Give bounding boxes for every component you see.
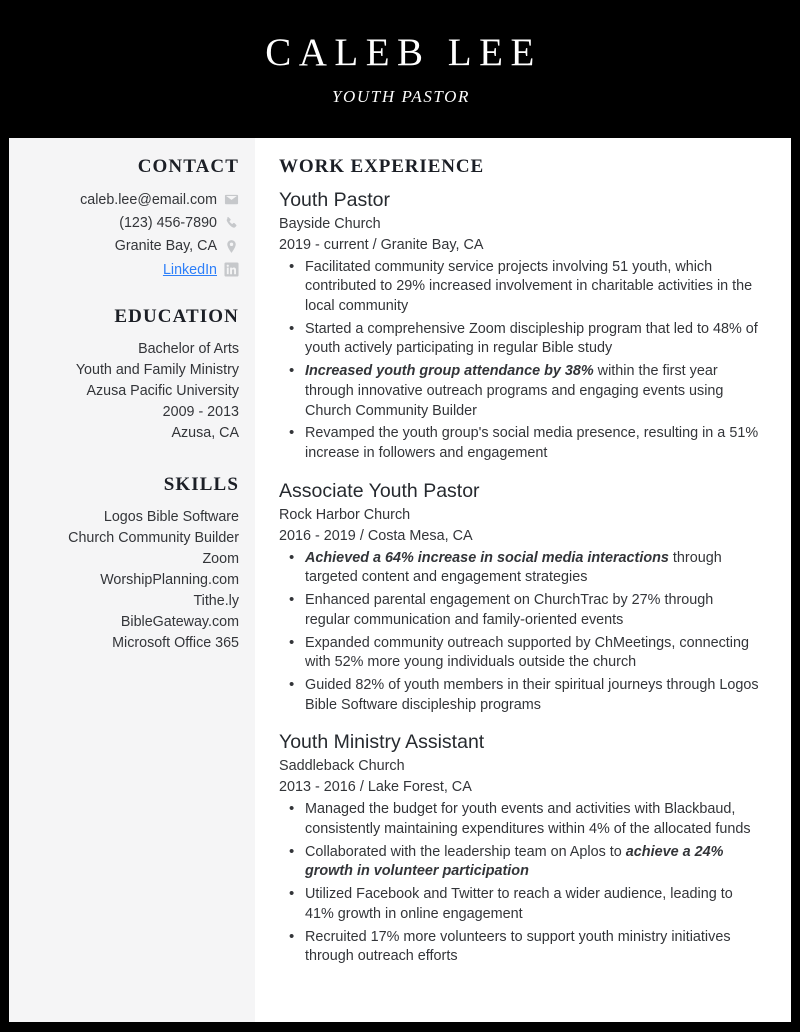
skills-list: [17, 507, 239, 654]
job-bullet-list: [279, 549, 761, 716]
contact-location-text: Granite Bay, CA: [114, 238, 217, 255]
job-company: Rock Harbor Church: [279, 506, 411, 523]
resume-header: [0, 0, 800, 138]
job-entry: [279, 188, 761, 464]
job-bullet: • Revamped the youth group's social media presence, resulting in a 51% increase in followers and engagement: [279, 424, 761, 463]
education-dates: 2009 - 2013: [162, 403, 239, 420]
job-entry: [279, 730, 761, 967]
section-heading-work-experience: WORK EXPERIENCE: [279, 156, 485, 177]
job-dates: 2016 - 2019: [279, 527, 356, 544]
skill-item: Logos Bible Software: [103, 508, 239, 525]
resume-body: [9, 138, 791, 1022]
bullet-highlight: Increased youth group attendance by 38%: [305, 363, 594, 380]
contact-list: [17, 190, 239, 280]
job-bullet: • Started a comprehensive Zoom discipleship program that led to 48% of youth actively participating in regular Bible study: [279, 320, 761, 359]
job-location: Costa Mesa, CA: [367, 527, 473, 544]
job-meta: [279, 235, 761, 256]
header-subtitle: YOUTH PASTOR: [331, 87, 471, 106]
map-pin-icon: [224, 239, 239, 254]
section-heading-education: EDUCATION: [114, 306, 239, 328]
linkedin-link[interactable]: LinkedIn: [162, 261, 217, 278]
job-title: Youth Pastor: [279, 188, 390, 211]
job-meta-separator: /: [359, 779, 364, 796]
job-bullet: • Enhanced parental engagement on ChurchTrac by 27% through regular communication and family-oriented events: [279, 591, 761, 630]
job-title: Youth Ministry Assistant: [279, 731, 485, 754]
contact-item-phone: [17, 213, 239, 233]
skill-item: Church Community Builder: [68, 529, 239, 546]
job-bullet: • Recruited 17% more volunteers to support youth ministry initiatives through outreach efforts: [279, 928, 761, 967]
job-dates: 2013 - 2016: [279, 779, 356, 796]
job-location: Lake Forest, CA: [367, 779, 472, 796]
contact-phone-text: (123) 456-7890: [119, 215, 217, 232]
section-heading-skills: SKILLS: [163, 473, 239, 495]
contact-item-location: [17, 236, 239, 256]
bullet-highlight: Achieved a 64% increase in social media interactions: [305, 549, 669, 566]
job-company: Bayside Church: [279, 215, 381, 232]
education-field: Youth and Family Ministry: [75, 361, 239, 378]
job-entry: [279, 479, 761, 716]
job-meta: [279, 526, 761, 547]
section-heading-contact: CONTACT: [137, 156, 239, 177]
skill-item: Microsoft Office 365: [112, 634, 239, 651]
education-location: Azusa, CA: [171, 424, 239, 441]
bullet-highlight: achieve a 24% growth in volunteer participation: [305, 843, 724, 880]
education-degree: Bachelor of Arts: [138, 340, 239, 357]
job-dates: 2019 - current: [279, 236, 369, 253]
job-bullet-list: [279, 258, 761, 464]
job-bullet: • Collaborated with the leadership team on Aplos to achieve a 24% growth in volunteer participation: [279, 843, 761, 882]
skill-item: Tithe.ly: [193, 592, 239, 609]
job-bullet: • Guided 82% of youth members in their spiritual journeys through Logos Bible Software discipleship programs: [279, 676, 761, 715]
contact-email-text: caleb.lee@email.com: [80, 191, 217, 208]
job-meta-separator: /: [359, 527, 364, 544]
job-title: Associate Youth Pastor: [279, 479, 480, 502]
job-location: Granite Bay, CA: [380, 236, 484, 253]
phone-icon: [224, 216, 239, 231]
job-bullet: • Managed the budget for youth events and activities with Blackbaud, consistently maintaining expenditures within 4% of the allocated funds: [279, 800, 761, 839]
education-school: Azusa Pacific University: [86, 382, 239, 399]
contact-item-linkedin[interactable]: [17, 260, 239, 280]
main-column: [255, 138, 791, 1022]
job-bullet: • Utilized Facebook and Twitter to reach a wider audience, leading to 41% growth in online engagement: [279, 885, 761, 924]
job-meta: [279, 777, 761, 798]
work-experience-list: [279, 188, 761, 967]
education-list: [17, 339, 239, 444]
job-bullet: • Achieved a 64% increase in social media interactions through targeted content and engagement strategies: [279, 549, 761, 588]
skill-item: BibleGateway.com: [120, 613, 239, 630]
job-meta-separator: /: [372, 236, 377, 253]
linkedin-icon: [224, 262, 239, 277]
job-company: Saddleback Church: [279, 758, 405, 775]
job-bullet: • Expanded community outreach supported by ChMeetings, connecting with 52% more young individuals outside the church: [279, 634, 761, 673]
skill-item: WorshipPlanning.com: [100, 571, 239, 588]
envelope-icon: [224, 192, 239, 207]
sidebar: [9, 138, 255, 1022]
skill-item: Zoom: [202, 550, 239, 567]
job-bullet-list: [279, 800, 761, 967]
contact-item-email: [17, 190, 239, 210]
page-title: CALEB LEE: [265, 31, 542, 74]
job-bullet: • Facilitated community service projects involving 51 youth, which contributed to 29% increased involvement in charitable activities in the local community: [279, 258, 761, 317]
job-bullet: • Increased youth group attendance by 38% within the first year through innovative outreach programs and engaging events using Church Community Builder: [279, 362, 761, 421]
